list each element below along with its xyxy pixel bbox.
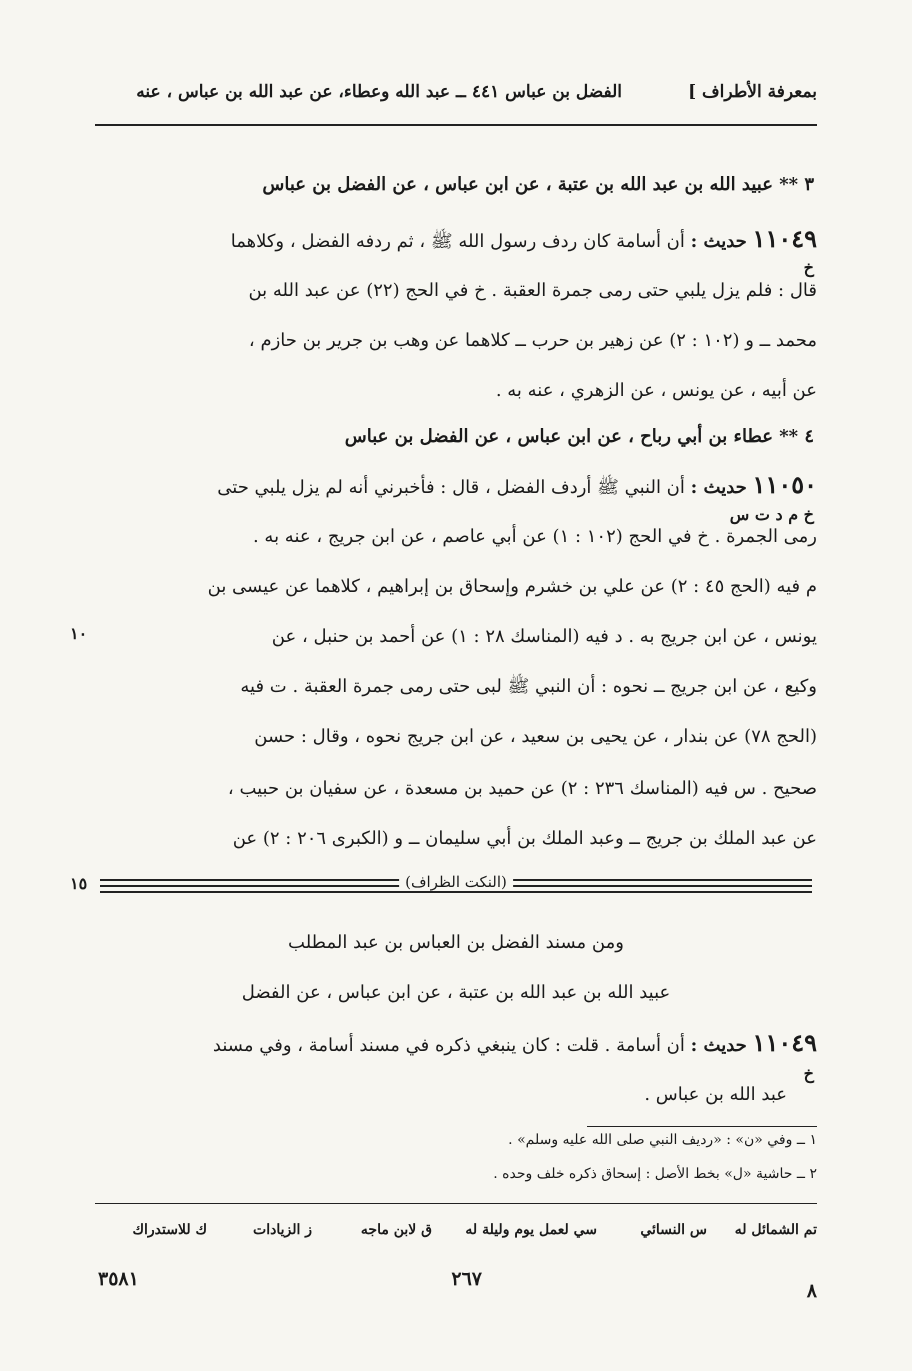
hadith-text: أن النبي ﷺ أردف الفضل ، قال : فأخبرني أنه لم يزل يلبي حتى xyxy=(217,477,685,498)
hadith-line: (الحج ٧٨) عن بندار ، عن يحيى بن سعيد ، عن ابن جريج نحوه ، وقال : حسن xyxy=(254,726,817,747)
section-title: عطاء بن أبي رباح ، عن ابن عباس ، عن الفضل بن عباس xyxy=(344,426,773,447)
divider-rule xyxy=(100,891,812,893)
nukat-chain: عبيد الله بن عبد الله بن عتبة ، عن ابن عباس ، عن الفضل xyxy=(241,982,671,1003)
volume-number: ٨ xyxy=(806,1280,817,1302)
abbreviation: ق لابن ماجه xyxy=(360,1222,432,1238)
hadith-line: م فيه (الحج ٤٥ : ٢) عن علي بن خشرم وإسحاق بن إبراهيم ، كلاهما عن عيسى بن xyxy=(207,576,817,597)
footnote: ١ ــ وفي «ن» : «رديف النبي صلى الله عليه وسلم» . xyxy=(508,1132,817,1148)
footnote-rule xyxy=(587,1126,817,1127)
hadith-line: عن أبيه ، عن يونس ، عن الزهري ، عنه به . xyxy=(495,380,817,401)
abbreviation: تم الشمائل له xyxy=(734,1222,817,1238)
hadith-line: وكيع ، عن ابن جريج ــ نحوه : أن النبي ﷺ لبى حتى رمى جمرة العقبة . ت فيه xyxy=(240,676,817,697)
page-number: ٢٦٧ xyxy=(451,1268,482,1290)
section-heading xyxy=(95,172,814,198)
header-rule xyxy=(95,124,817,126)
hadith-number: ١١٠٥٠ xyxy=(752,470,817,499)
abbreviation: ز الزيادات xyxy=(253,1222,312,1238)
abbr-rule xyxy=(95,1203,817,1204)
musnad-heading: ومن مسند الفضل بن العباس بن عبد المطلب xyxy=(288,932,624,953)
hadith-line: عن عبد الملك بن جريج ــ وعبد الملك بن أبي سليمان ــ و (الكبرى ٢٠٦ : ٢) عن xyxy=(232,828,817,849)
hadith-line: رمى الجمرة . خ في الحج (١٠٢ : ١) عن أبي عاصم ، عن ابن جريج ، عنه به . xyxy=(252,526,817,547)
header-middle: الفضل بن عباس ٤٤١ ــ عبد الله وعطاء، عن عبد الله بن عباس ، عنه xyxy=(136,82,622,102)
hadith-text: أن أسامة كان ردف رسول الله ﷺ ، ثم ردفه الفضل ، وكلاهما xyxy=(230,231,685,252)
hadith-label: حديث : xyxy=(690,477,747,498)
nukat-title: (النكت الظراف) xyxy=(399,873,513,891)
hadith-line: عبد الله بن عباس . xyxy=(644,1084,787,1105)
hadith-line: محمد ــ و (١٠٢ : ٢) عن زهير بن حرب ــ كلاهما عن وهب بن جرير بن حازم ، xyxy=(248,330,817,351)
abbreviation: ك للاستدراك xyxy=(132,1222,207,1238)
section-title: عبيد الله بن عبد الله بن عتبة ، عن ابن عباس ، عن الفضل بن عباس xyxy=(262,174,773,195)
header-right: بمعرفة الأطراف ] xyxy=(688,82,817,102)
running-header xyxy=(95,82,817,118)
footnote: ٢ ــ حاشية «ل» بخط الأصل : إسحاق ذكره خلف وحده . xyxy=(493,1166,817,1182)
section-marker: ٣ ** xyxy=(779,174,814,195)
reference-code: ٣٥٨١ xyxy=(98,1268,139,1290)
nukat-divider xyxy=(100,873,812,897)
line-number: ١٥ xyxy=(70,874,88,893)
hadith-line xyxy=(95,1030,817,1059)
hadith-line: قال : فلم يزل يلبي حتى رمى جمرة العقبة . خ في الحج (٢٢) عن عبد الله بن xyxy=(248,280,817,301)
section-heading xyxy=(95,424,814,450)
hadith-margin-sigla: خ xyxy=(803,1064,814,1083)
hadith-line: صحيح . س فيه (المناسك ٢٣٦ : ٢) عن حميد بن مسعدة ، عن سفيان بن حبيب ، xyxy=(227,778,817,799)
hadith-margin-sigla: خ xyxy=(803,258,814,277)
line-number: ١٠ xyxy=(70,624,88,643)
hadith-label: حديث : xyxy=(690,231,747,252)
hadith-text: أن أسامة . قلت : كان ينبغي ذكره في مسند أسامة ، وفي مسند xyxy=(212,1035,685,1056)
abbreviation: سي لعمل يوم وليلة له xyxy=(465,1222,597,1238)
hadith-number: ١١٠٤٩ xyxy=(752,1028,817,1057)
hadith-line xyxy=(95,472,817,501)
hadith-line xyxy=(95,226,817,255)
hadith-margin-sigla: خ م د ت س xyxy=(729,505,814,524)
hadith-label: حديث : xyxy=(690,1035,747,1056)
hadith-number: ١١٠٤٩ xyxy=(752,224,817,253)
abbreviation: س النسائي xyxy=(640,1222,707,1238)
hadith-line: يونس ، عن ابن جريج به . د فيه (المناسك ٢٨ : ١) عن أحمد بن حنبل ، عن xyxy=(271,626,817,647)
section-marker: ٤ ** xyxy=(779,426,814,447)
